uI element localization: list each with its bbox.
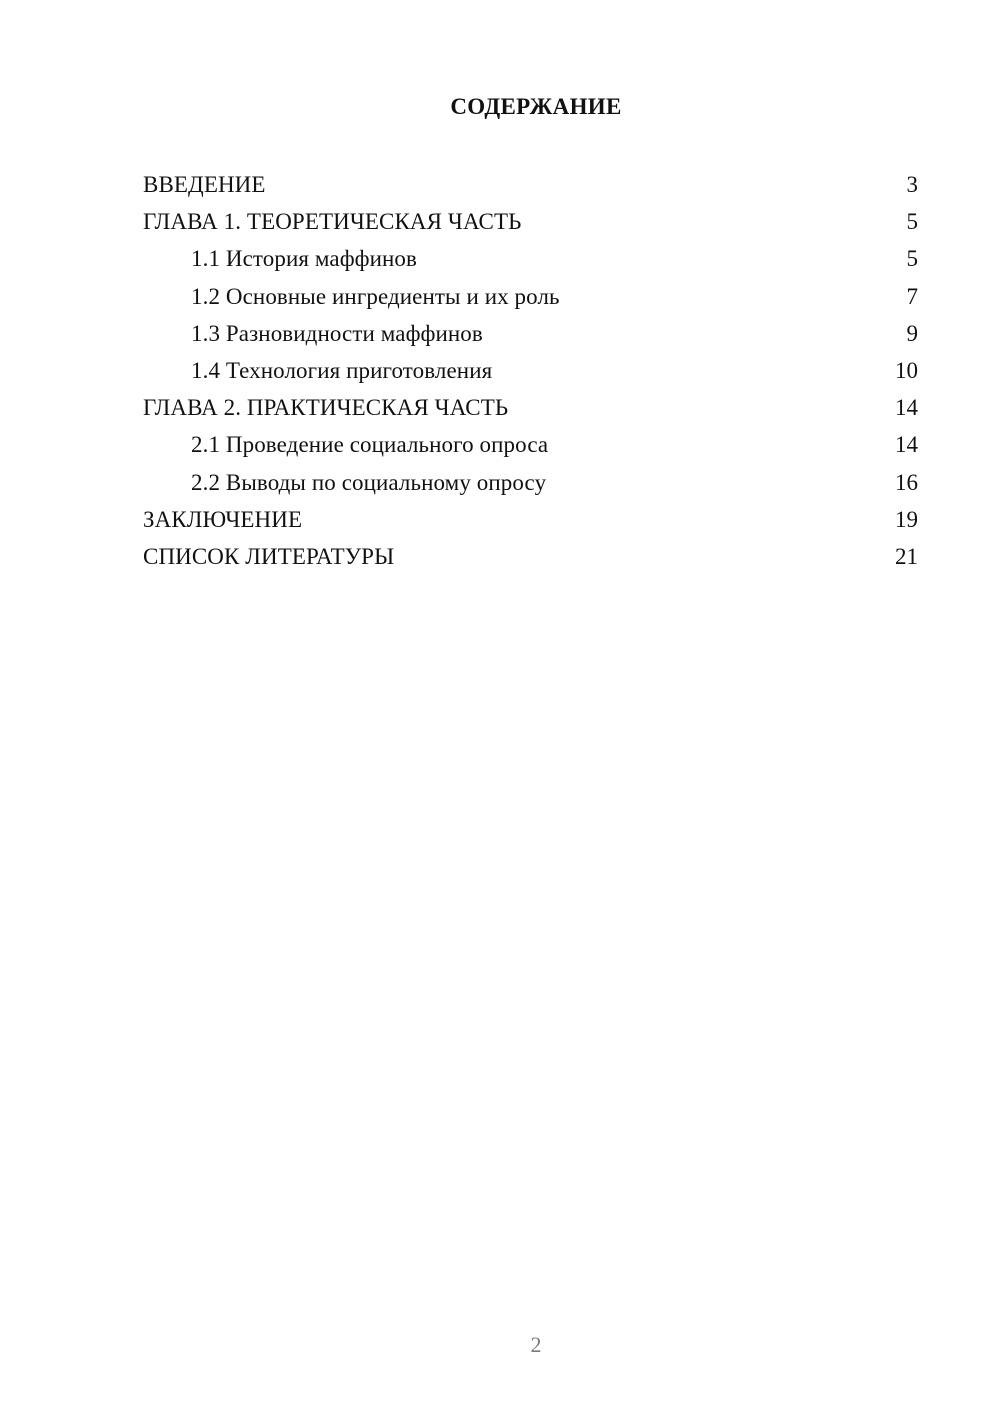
toc-entry-label: 1.1 История маффинов — [191, 246, 417, 272]
toc-entry-section-1-2[interactable] — [143, 278, 918, 315]
toc-entry-section-2-2[interactable] — [143, 464, 918, 501]
toc-entry-page: 7 — [906, 283, 918, 309]
toc-entry-introduction[interactable] — [143, 166, 918, 203]
toc-entry-label: 1.3 Разновидности маффинов — [191, 320, 483, 346]
toc-entry-label: ГЛАВА 1. ТЕОРЕТИЧЕСКАЯ ЧАСТЬ — [143, 209, 522, 235]
toc-title: СОДЕРЖАНИЕ — [450, 94, 622, 119]
toc-entry-label: ЗАКЛЮЧЕНИЕ — [143, 506, 303, 532]
toc-entry-page: 16 — [895, 469, 918, 495]
toc-entry-chapter-2[interactable] — [143, 389, 918, 426]
toc-entry-label: 2.1 Проведение социального опроса — [191, 432, 549, 458]
toc-entry-chapter-1[interactable] — [143, 203, 918, 240]
toc-entry-section-2-1[interactable] — [143, 426, 918, 463]
toc-entry-page: 3 — [906, 172, 918, 197]
toc-entry-section-1-3[interactable] — [143, 315, 918, 352]
toc-entry-label: ГЛАВА 2. ПРАКТИЧЕСКАЯ ЧАСТЬ — [143, 395, 509, 421]
toc-entry-label: ВВЕДЕНИЕ — [143, 172, 266, 197]
toc-entry-page: 5 — [906, 209, 918, 235]
toc-entry-page: 5 — [906, 246, 918, 272]
toc-entry-page: 21 — [895, 543, 918, 569]
toc-entry-page: 9 — [906, 320, 918, 346]
toc-entry-label: 1.4 Технология приготовления — [191, 357, 493, 383]
toc-entry-page: 14 — [895, 395, 918, 421]
page-number: 2 — [530, 1332, 542, 1357]
toc-entry-label: 2.2 Выводы по социальному опросу — [191, 469, 547, 495]
toc-entry-label: 1.2 Основные ингредиенты и их роль — [191, 283, 560, 309]
table-of-contents — [143, 166, 918, 575]
toc-entry-section-1-4[interactable] — [143, 352, 918, 389]
toc-entry-page: 14 — [895, 432, 918, 458]
toc-entry-page: 10 — [895, 357, 918, 383]
toc-entry-references[interactable] — [143, 538, 918, 575]
toc-entry-label: СПИСОК ЛИТЕРАТУРЫ — [143, 543, 395, 569]
toc-entry-section-1-1[interactable] — [143, 240, 918, 277]
toc-entry-conclusion[interactable] — [143, 501, 918, 538]
toc-entry-page: 19 — [895, 506, 918, 532]
